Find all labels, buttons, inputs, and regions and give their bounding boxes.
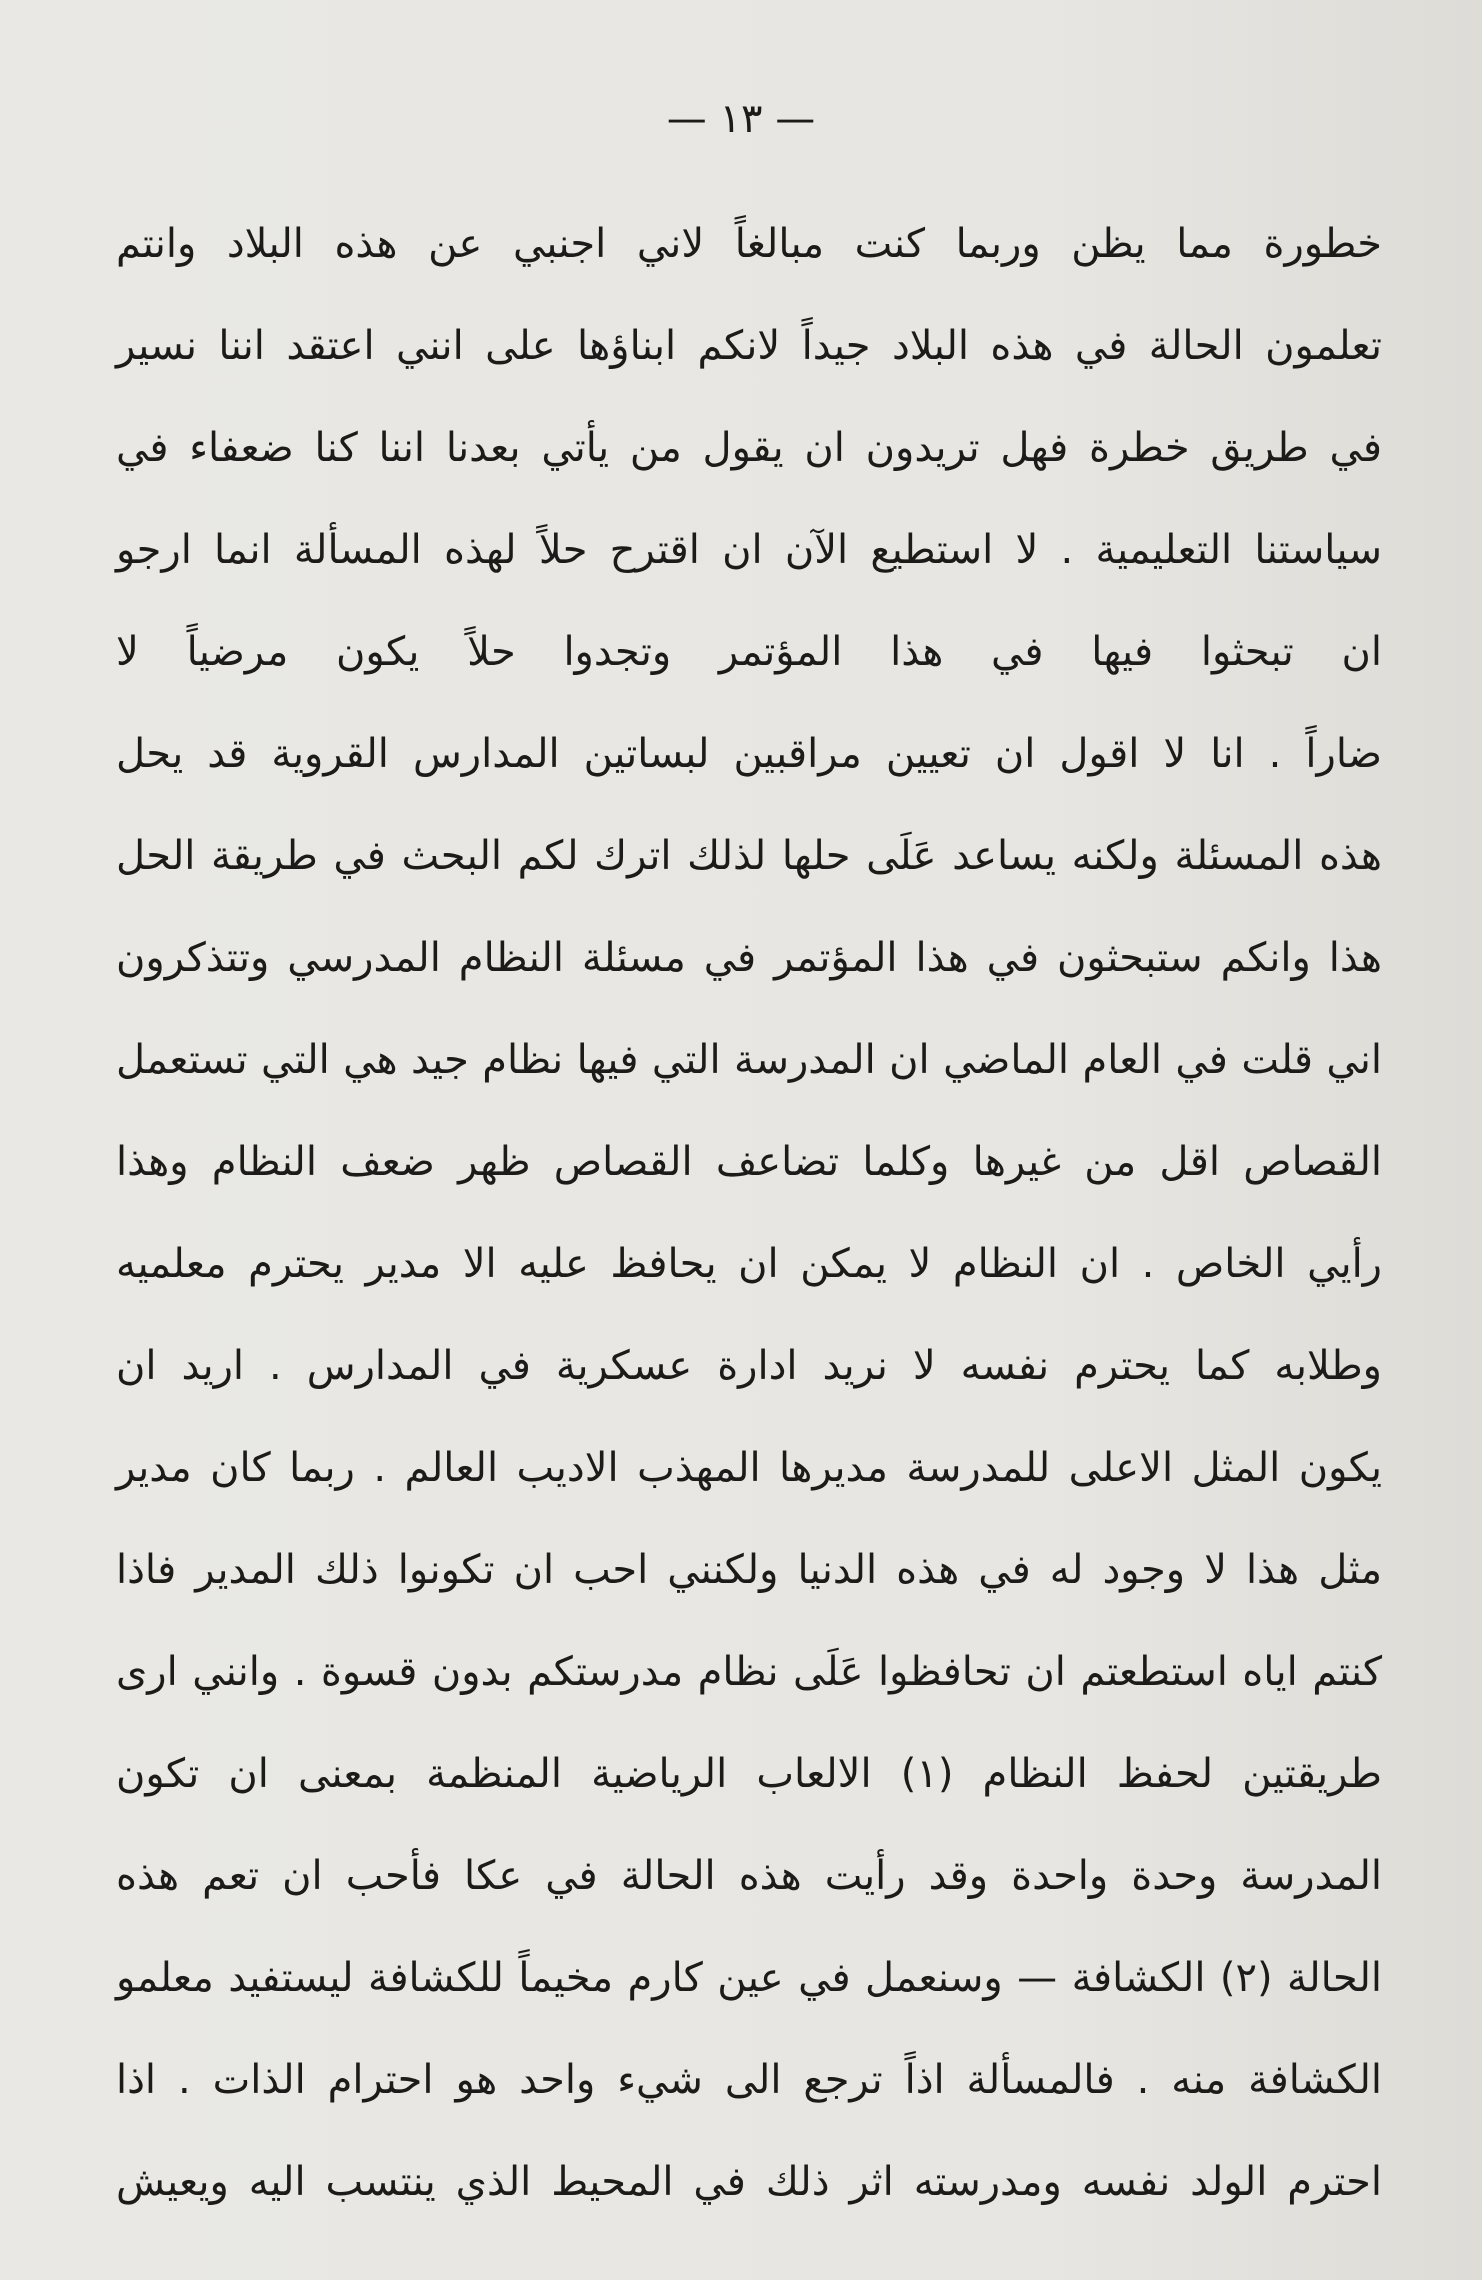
text-line: يكون المثل الاعلى للمدرسة مديرها المهذب الاديب العالم . ربما كان مدير: [116, 1445, 1382, 1491]
text-line: خطورة مما يظن وربما كنت مبالغاً لاني اجنبي عن هذه البلاد وانتم: [116, 221, 1382, 267]
page-number: — ١٣ —: [666, 96, 816, 142]
text-line: هذا وانكم ستبحثون في هذا المؤتمر في مسئلة النظام المدرسي وتتذكرون: [116, 935, 1382, 981]
text-line: تعلمون الحالة في هذه البلاد جيداً لانكم ابناؤها على انني اعتقد اننا نسير: [116, 323, 1382, 369]
text-line: رأيي الخاص . ان النظام لا يمكن ان يحافظ عليه الا مدير يحترم معلميه: [116, 1241, 1382, 1287]
text-line: احترم الولد نفسه ومدرسته اثر ذلك في المحيط الذي ينتسب اليه ويعيش: [116, 2159, 1382, 2205]
text-line: ضاراً . انا لا اقول ان تعيين مراقبين لبساتين المدارس القروية قد يحل: [116, 731, 1382, 777]
body-text: [116, 193, 1382, 2233]
text-line: القصاص اقل من غيرها وكلما تضاعف القصاص ظهر ضعف النظام وهذا: [116, 1139, 1382, 1185]
text-line: الكشافة منه . فالمسألة اذاً ترجع الى شيء واحد هو احترام الذات . اذا: [116, 2057, 1382, 2103]
text-line: وطلابه كما يحترم نفسه لا نريد ادارة عسكرية في المدارس . اريد ان: [116, 1343, 1382, 1389]
text-line: هذه المسئلة ولكنه يساعد عَلَى حلها لذلك اترك لكم البحث في طريقة الحل: [116, 833, 1382, 879]
text-line: اني قلت في العام الماضي ان المدرسة التي فيها نظام جيد هي التي تستعمل: [116, 1037, 1382, 1083]
text-line: كنتم اياه استطعتم ان تحافظوا عَلَى نظام مدرستكم بدون قسوة . وانني ارى: [116, 1649, 1382, 1695]
text-line: سياستنا التعليمية . لا استطيع الآن ان اقترح حلاً لهذه المسألة انما ارجو: [116, 527, 1382, 573]
text-line: الحالة (٢) الكشافة — وسنعمل في عين كارم مخيماً للكشافة ليستفيد معلمو: [116, 1955, 1382, 2001]
text-line: ان تبحثوا فيها في هذا المؤتمر وتجدوا حلاً يكون مرضياً لا: [116, 629, 1382, 675]
text-line: مثل هذا لا وجود له في هذه الدنيا ولكنني احب ان تكونوا ذلك المدير فاذا: [116, 1547, 1382, 1593]
text-line: طريقتين لحفظ النظام (١) الالعاب الرياضية المنظمة بمعنى ان تكون: [116, 1751, 1382, 1797]
text-line: المدرسة وحدة واحدة وقد رأيت هذه الحالة في عكا فأحب ان تعم هذه: [116, 1853, 1382, 1899]
text-line: في طريق خطرة فهل تريدون ان يقول من يأتي بعدنا اننا كنا ضعفاء في: [116, 425, 1382, 471]
